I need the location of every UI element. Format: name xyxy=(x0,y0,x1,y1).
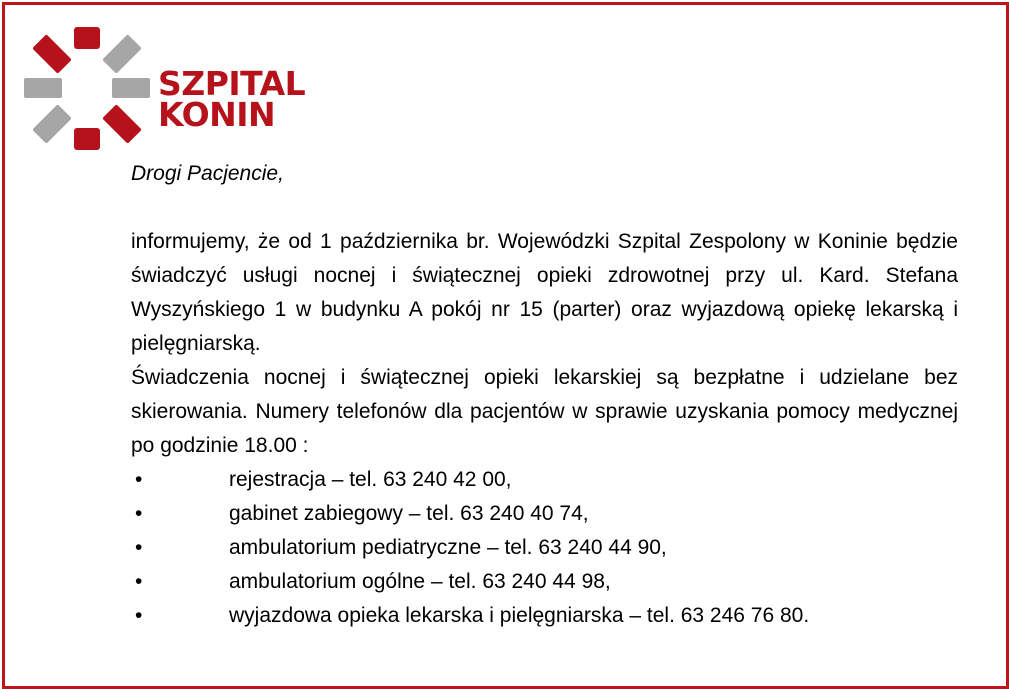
letter-body xyxy=(131,157,958,633)
hospital-logo-text xyxy=(158,64,306,134)
list-item xyxy=(131,531,958,565)
paragraph-services: Świadczenia nocnej i świątecznej opieki lekarskiej są bezpłatne i udzielane bez skierowania. Numery telefonów dla pacjentów w sprawie uzyskania pomocy medycznej po godzinie 18.00 : xyxy=(131,366,958,457)
spacer xyxy=(131,191,958,225)
greeting: Drogi Pacjencie, xyxy=(131,162,284,185)
list-item-text: ambulatorium pediatryczne – tel. 63 240 44 90, xyxy=(229,536,667,559)
list-item-text: wyjazdowa opieka lekarska i pielęgniarska – tel. 63 246 76 80. xyxy=(229,604,810,627)
phone-list xyxy=(131,463,958,633)
logo-line-1: SZPITAL xyxy=(158,64,306,103)
logo-line-2: KONIN xyxy=(158,95,276,134)
hospital-logo-mark-icon xyxy=(22,24,152,154)
list-item xyxy=(131,599,958,633)
list-item xyxy=(131,463,958,497)
paragraph-info: informujemy, że od 1 października br. Wojewódzki Szpital Zespolony w Koninie będzie świadczyć usługi nocnej i świątecznej opieki zdrowotnej przy ul. Kard. Stefana Wyszyńskiego 1 w budynku A pokój nr 15 (parter) oraz wyjazdową opiekę lekarską i pielęgniarską. xyxy=(131,230,958,355)
bullet-icon: • xyxy=(135,604,143,627)
list-item xyxy=(131,565,958,599)
bullet-icon: • xyxy=(135,502,143,525)
bullet-icon: • xyxy=(135,570,143,593)
list-item-text: gabinet zabiegowy – tel. 63 240 40 74, xyxy=(229,502,589,525)
bullet-icon: • xyxy=(135,468,143,491)
list-item-text: rejestracja – tel. 63 240 42 00, xyxy=(229,468,512,491)
list-item-text: ambulatorium ogólne – tel. 63 240 44 98, xyxy=(229,570,611,593)
hospital-logo xyxy=(22,24,306,154)
list-item xyxy=(131,497,958,531)
bullet-icon: • xyxy=(135,536,143,559)
